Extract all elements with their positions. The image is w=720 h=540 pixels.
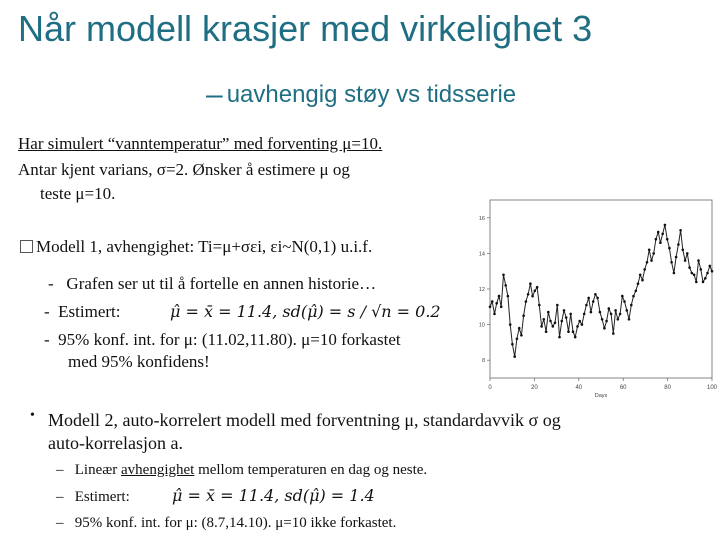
data-point	[709, 265, 712, 268]
data-point	[596, 297, 599, 300]
data-point	[545, 330, 548, 333]
data-point	[670, 261, 673, 264]
data-point	[668, 247, 671, 250]
data-point	[540, 325, 543, 328]
data-point	[489, 306, 492, 309]
data-point	[581, 323, 584, 326]
data-point	[531, 295, 534, 298]
data-point	[527, 293, 530, 296]
model1-item-3-text: 95% konf. int. for μ: (11.02,11.80). μ=10 forkastet	[58, 330, 401, 349]
y-tick-label: 12	[478, 287, 485, 293]
model1-item-4: med 95% konfidens!	[68, 352, 210, 371]
data-point	[513, 355, 516, 358]
model2-item-1-suffix: mellom temperaturen en dag og neste.	[194, 462, 428, 478]
data-point	[614, 309, 617, 312]
data-point	[646, 261, 649, 264]
data-point	[493, 313, 496, 316]
data-point	[565, 316, 568, 319]
data-point	[637, 282, 640, 285]
data-point	[697, 259, 700, 262]
data-point	[563, 309, 566, 312]
data-point	[677, 243, 680, 246]
data-point	[641, 279, 644, 282]
data-point	[518, 327, 521, 330]
x-tick-label: 40	[575, 385, 583, 391]
data-point	[695, 281, 698, 284]
data-point	[500, 306, 503, 309]
data-point	[509, 323, 512, 326]
data-point	[574, 336, 577, 339]
data-point	[655, 238, 658, 241]
model1-item-1: - Grafen ser ut til å fortelle en annen historie…	[48, 274, 377, 293]
data-point	[623, 300, 626, 303]
data-point	[601, 318, 604, 321]
data-point	[632, 295, 635, 298]
plot-frame	[490, 200, 712, 378]
data-point	[706, 272, 709, 275]
data-point	[682, 249, 685, 252]
data-point	[684, 259, 687, 262]
y-tick-label: 16	[478, 215, 485, 222]
data-point	[700, 268, 703, 271]
subtitle-text: uavhengig støy vs tidsserie	[226, 81, 517, 108]
data-point	[569, 313, 572, 316]
data-point	[666, 238, 669, 241]
model2-item-2-text: Estimert:	[74, 489, 130, 505]
model1-heading	[20, 235, 372, 259]
data-point	[610, 313, 613, 316]
data-point	[552, 325, 555, 328]
data-point	[554, 322, 557, 325]
x-tick-label: 80	[664, 385, 671, 391]
data-point	[495, 302, 498, 305]
model1-item-1-text: Grafen ser ut til å fortelle en annen historie…	[66, 274, 377, 293]
data-point	[603, 327, 606, 330]
data-point	[567, 330, 570, 333]
data-point	[693, 274, 696, 277]
data-point	[612, 332, 615, 335]
data-point	[643, 268, 646, 271]
model2-item-1-prefix: Lineær	[74, 462, 121, 478]
y-tick-label: 8	[481, 358, 485, 365]
data-point	[652, 252, 655, 255]
data-point	[664, 224, 667, 227]
data-point	[711, 270, 714, 273]
x-tick-label: 20	[531, 385, 538, 391]
data-point	[536, 286, 539, 289]
data-point	[529, 282, 532, 285]
data-point	[686, 252, 689, 255]
data-point	[585, 304, 588, 307]
data-point	[534, 290, 537, 293]
data-point	[648, 249, 651, 252]
slide-title: Når modell krasjer med virkelighet 3	[18, 8, 593, 49]
model1-item-2-text: Estimert:	[58, 302, 121, 321]
data-point	[549, 320, 552, 323]
data-point	[605, 320, 608, 323]
data-point	[587, 297, 590, 300]
bullet-dot-icon: •	[30, 408, 35, 423]
model1-item-3: - 95% konf. int. for μ: (11.02,11.80). μ=10 forkastet	[44, 330, 401, 349]
data-point	[702, 281, 705, 284]
x-axis-label: Days	[594, 393, 608, 399]
data-point	[498, 295, 501, 298]
data-point	[502, 274, 505, 277]
data-point	[538, 304, 541, 307]
data-point	[507, 295, 510, 298]
data-point	[673, 272, 676, 275]
data-point	[594, 293, 597, 296]
data-point	[635, 290, 638, 293]
data-point	[630, 304, 633, 307]
data-point	[522, 314, 525, 317]
model2-item-3-text: 95% konf. int. for μ: (8.7,14.10). μ=10 ikke forkastet.	[74, 515, 397, 531]
y-tick-label: 10	[478, 322, 485, 329]
y-tick-label: 14	[478, 251, 485, 258]
model2-item-3: – 95% konf. int. for μ: (8.7,14.10). μ=10 ikke forkastet.	[56, 515, 397, 531]
x-tick-label: 0	[488, 385, 492, 391]
data-point	[619, 313, 622, 316]
checkbox-bullet-icon	[20, 240, 33, 253]
data-point	[628, 318, 631, 321]
model2-estimate-formula: μ̂ = x̄ = 11.4, sd(μ̂) = 1.4	[172, 486, 375, 505]
data-point	[675, 256, 678, 259]
data-point	[556, 304, 559, 307]
data-point	[576, 325, 579, 328]
data-point	[511, 343, 514, 346]
data-point	[691, 272, 694, 275]
data-point	[558, 336, 561, 339]
data-point	[520, 334, 523, 337]
data-point	[578, 320, 581, 323]
model2-item-1-underlined: avhengighet	[121, 462, 195, 478]
subtitle-dash: –	[206, 78, 223, 111]
data-point	[525, 300, 528, 303]
data-point	[547, 311, 550, 314]
data-point	[661, 233, 664, 236]
model2-item-2: – Estimert:	[56, 489, 130, 505]
model2-heading-line-2: auto-korrelasjon a.	[48, 433, 183, 453]
data-point	[592, 300, 595, 303]
time-series-chart	[468, 190, 720, 400]
slide-subtitle	[206, 76, 516, 110]
model2-item-1: – Lineær avhengighet mellom temperaturen en dag og neste.	[56, 462, 428, 478]
data-point	[704, 277, 707, 280]
x-tick-label: 60	[619, 385, 627, 391]
data-point	[491, 300, 494, 303]
data-point	[583, 313, 586, 316]
intro-line-2: Antar kjent varians, σ=2. Ønsker å estimere μ og	[18, 160, 350, 179]
model1-heading-text: Modell 1, avhengighet: Ti=μ+σεi, εi~N(0,1) u.i.f.	[36, 237, 373, 256]
data-point	[626, 309, 629, 312]
model1-item-2: - Estimert:	[44, 302, 121, 321]
data-point	[639, 274, 642, 277]
data-point	[617, 318, 620, 321]
data-point	[650, 259, 653, 262]
data-point	[679, 229, 682, 232]
data-point	[659, 241, 662, 244]
intro-line-1: Har simulert “vanntemperatur” med forventing μ=10.	[18, 134, 383, 153]
data-point	[543, 318, 546, 321]
data-point	[590, 311, 593, 314]
data-point	[561, 320, 564, 323]
data-point	[572, 330, 575, 333]
data-point	[688, 266, 691, 269]
model2-heading-line-1: Modell 2, auto-korrelert modell med forventning μ, standardavvik σ og	[48, 410, 561, 430]
data-point	[599, 311, 602, 314]
data-point	[657, 231, 660, 234]
data-point	[608, 307, 611, 310]
data-point	[504, 284, 507, 287]
data-point	[516, 338, 519, 341]
data-point	[621, 295, 624, 298]
model1-estimate-formula: μ̂ = x̄ = 11.4, sd(μ̂) = s / √n = 0.2	[170, 302, 441, 321]
x-tick-label: 100	[706, 385, 718, 391]
intro-line-3: teste μ=10.	[40, 184, 116, 203]
